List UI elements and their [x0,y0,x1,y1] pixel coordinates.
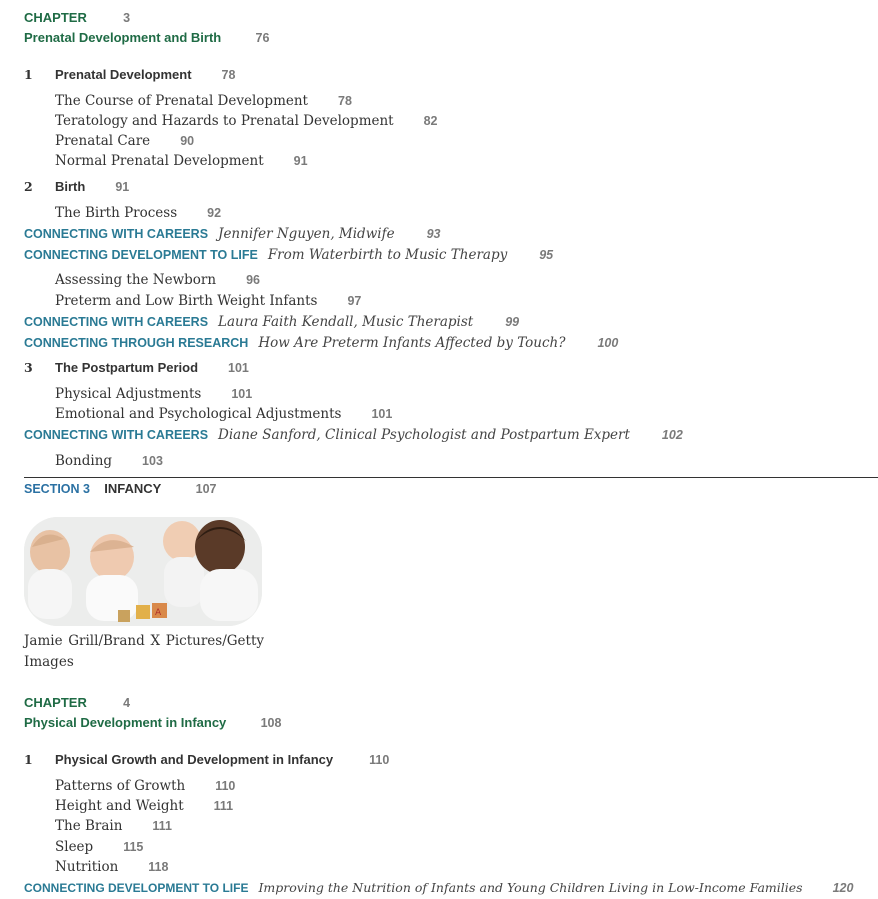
section-heading-row[interactable] [24,480,217,498]
page-number: 100 [597,336,619,350]
photo-credit: Jamie Grill/Brand X Pictures/Getty Images [24,633,264,670]
section-title[interactable]: The Postpartum Period [55,360,199,375]
feature-title[interactable]: From Waterbirth to Music Therapy [267,247,508,263]
chapter-number: 3 [123,11,131,25]
svg-text:A: A [155,608,162,618]
chapter-4-label-row [24,694,130,712]
toc-entry[interactable] [55,405,392,423]
page-number: 101 [228,361,249,375]
infants-illustration [24,517,262,626]
toc-feature[interactable] [24,225,440,243]
chapter-title[interactable]: Prenatal Development and Birth [24,30,222,45]
section-number: 2 [24,179,33,194]
entry-title[interactable]: Patterns of Growth [55,778,186,794]
chapter-3-title-row[interactable] [24,29,269,47]
feature-title[interactable]: Laura Faith Kendall, Music Therapist [218,314,474,330]
section-title[interactable]: Birth [55,179,86,194]
feature-label: CONNECTING WITH CAREERS [24,315,209,329]
page-number: 93 [426,227,441,241]
entry-title[interactable]: Assessing the Newborn [55,272,217,288]
toc-section-heading[interactable] [24,751,389,769]
toc-feature[interactable] [24,426,683,444]
toc-section-heading[interactable] [24,178,129,196]
toc-feature[interactable] [24,313,519,331]
chapter-label: CHAPTER [24,695,87,710]
feature-title[interactable]: How Are Preterm Infants Affected by Touch? [258,335,566,351]
entry-title[interactable]: Height and Weight [55,798,184,814]
chapter-number: 4 [123,696,131,710]
feature-label: CONNECTING WITH CAREERS [24,227,209,241]
toc-entry[interactable] [55,797,233,815]
chapter-title[interactable]: Physical Development in Infancy [24,715,227,730]
toc-entry[interactable] [55,271,260,289]
toc-entry[interactable] [55,92,352,110]
feature-label: CONNECTING WITH CAREERS [24,428,209,442]
page-number: 91 [293,154,308,168]
page-number: 120 [832,881,854,895]
toc-entry[interactable] [55,112,438,130]
section-number: 3 [24,360,33,375]
page-number: 110 [369,753,390,767]
chapter-label: CHAPTER [24,10,87,25]
page-number: 96 [246,273,260,287]
chapter-3-label-row [24,9,130,27]
page-number: 92 [207,206,222,220]
page-number: 78 [338,94,352,108]
entry-title[interactable]: Preterm and Low Birth Weight Infants [55,293,318,309]
section-divider [24,477,878,478]
section-number: 1 [24,67,33,82]
page-number: 78 [221,68,236,82]
feature-title[interactable]: Diane Sanford, Clinical Psychologist and Postpartum Expert [218,427,630,443]
feature-title[interactable]: Improving the Nutrition of Infants and Young Children Living in Low-Income Families [258,880,803,895]
entry-title[interactable]: The Course of Prenatal Development [55,93,308,109]
page-number: 90 [180,134,195,148]
page-number: 118 [148,860,169,874]
entry-title[interactable]: The Birth Process [55,205,178,221]
entry-title[interactable]: Prenatal Care [55,133,151,149]
page-number: 101 [231,387,253,401]
toc-entry[interactable] [55,132,194,150]
toc-entry[interactable] [55,385,252,403]
toc-entry[interactable] [55,204,221,222]
page-number: 110 [215,779,236,793]
toc-entry[interactable] [55,858,168,876]
page-number: 97 [347,294,362,308]
toc-entry[interactable] [55,838,143,856]
page-number: 101 [371,407,393,421]
page-number: 103 [142,454,163,468]
entry-title[interactable]: Nutrition [55,859,119,875]
toc-feature[interactable] [24,879,853,897]
page-number: 111 [213,799,234,813]
page-number: 99 [505,315,520,329]
entry-title[interactable]: Bonding [55,453,113,469]
entry-title[interactable]: Teratology and Hazards to Prenatal Development [55,113,394,129]
entry-title[interactable]: Normal Prenatal Development [55,153,264,169]
feature-title[interactable]: Jennifer Nguyen, Midwife [218,226,395,242]
page-number: 76 [255,31,270,45]
toc-entry[interactable] [55,152,308,170]
page-number: 107 [195,482,217,496]
section-number: 1 [24,752,33,767]
toc-entry[interactable] [55,777,235,795]
infants-photo [24,517,262,626]
entry-title[interactable]: Physical Adjustments [55,386,202,402]
page-number: 95 [539,248,554,262]
feature-label: CONNECTING DEVELOPMENT TO LIFE [24,881,249,895]
section-title[interactable]: Physical Growth and Development in Infancy [55,752,334,767]
chapter-4-title-row[interactable] [24,714,281,732]
toc-section-heading[interactable] [24,66,235,84]
toc-entry[interactable] [55,292,361,310]
entry-title[interactable]: Emotional and Psychological Adjustments [55,406,342,422]
section-title[interactable]: INFANCY [104,481,162,496]
page-number: 91 [115,180,130,194]
feature-label: CONNECTING THROUGH RESEARCH [24,336,249,350]
page-number: 108 [260,716,282,730]
entry-title[interactable]: The Brain [55,818,123,834]
section-title[interactable]: Prenatal Development [55,67,192,82]
toc-section-heading[interactable] [24,359,249,377]
toc-entry[interactable] [55,817,172,835]
feature-label: CONNECTING DEVELOPMENT TO LIFE [24,248,258,262]
page-number: 82 [423,114,438,128]
page-number: 111 [152,819,172,833]
entry-title[interactable]: Sleep [55,839,94,855]
toc-feature[interactable] [24,246,553,264]
toc-entry[interactable] [55,452,163,470]
page-number: 115 [123,840,144,854]
section-label: SECTION 3 [24,482,90,496]
page-number: 102 [661,428,683,442]
toc-feature[interactable] [24,334,618,352]
